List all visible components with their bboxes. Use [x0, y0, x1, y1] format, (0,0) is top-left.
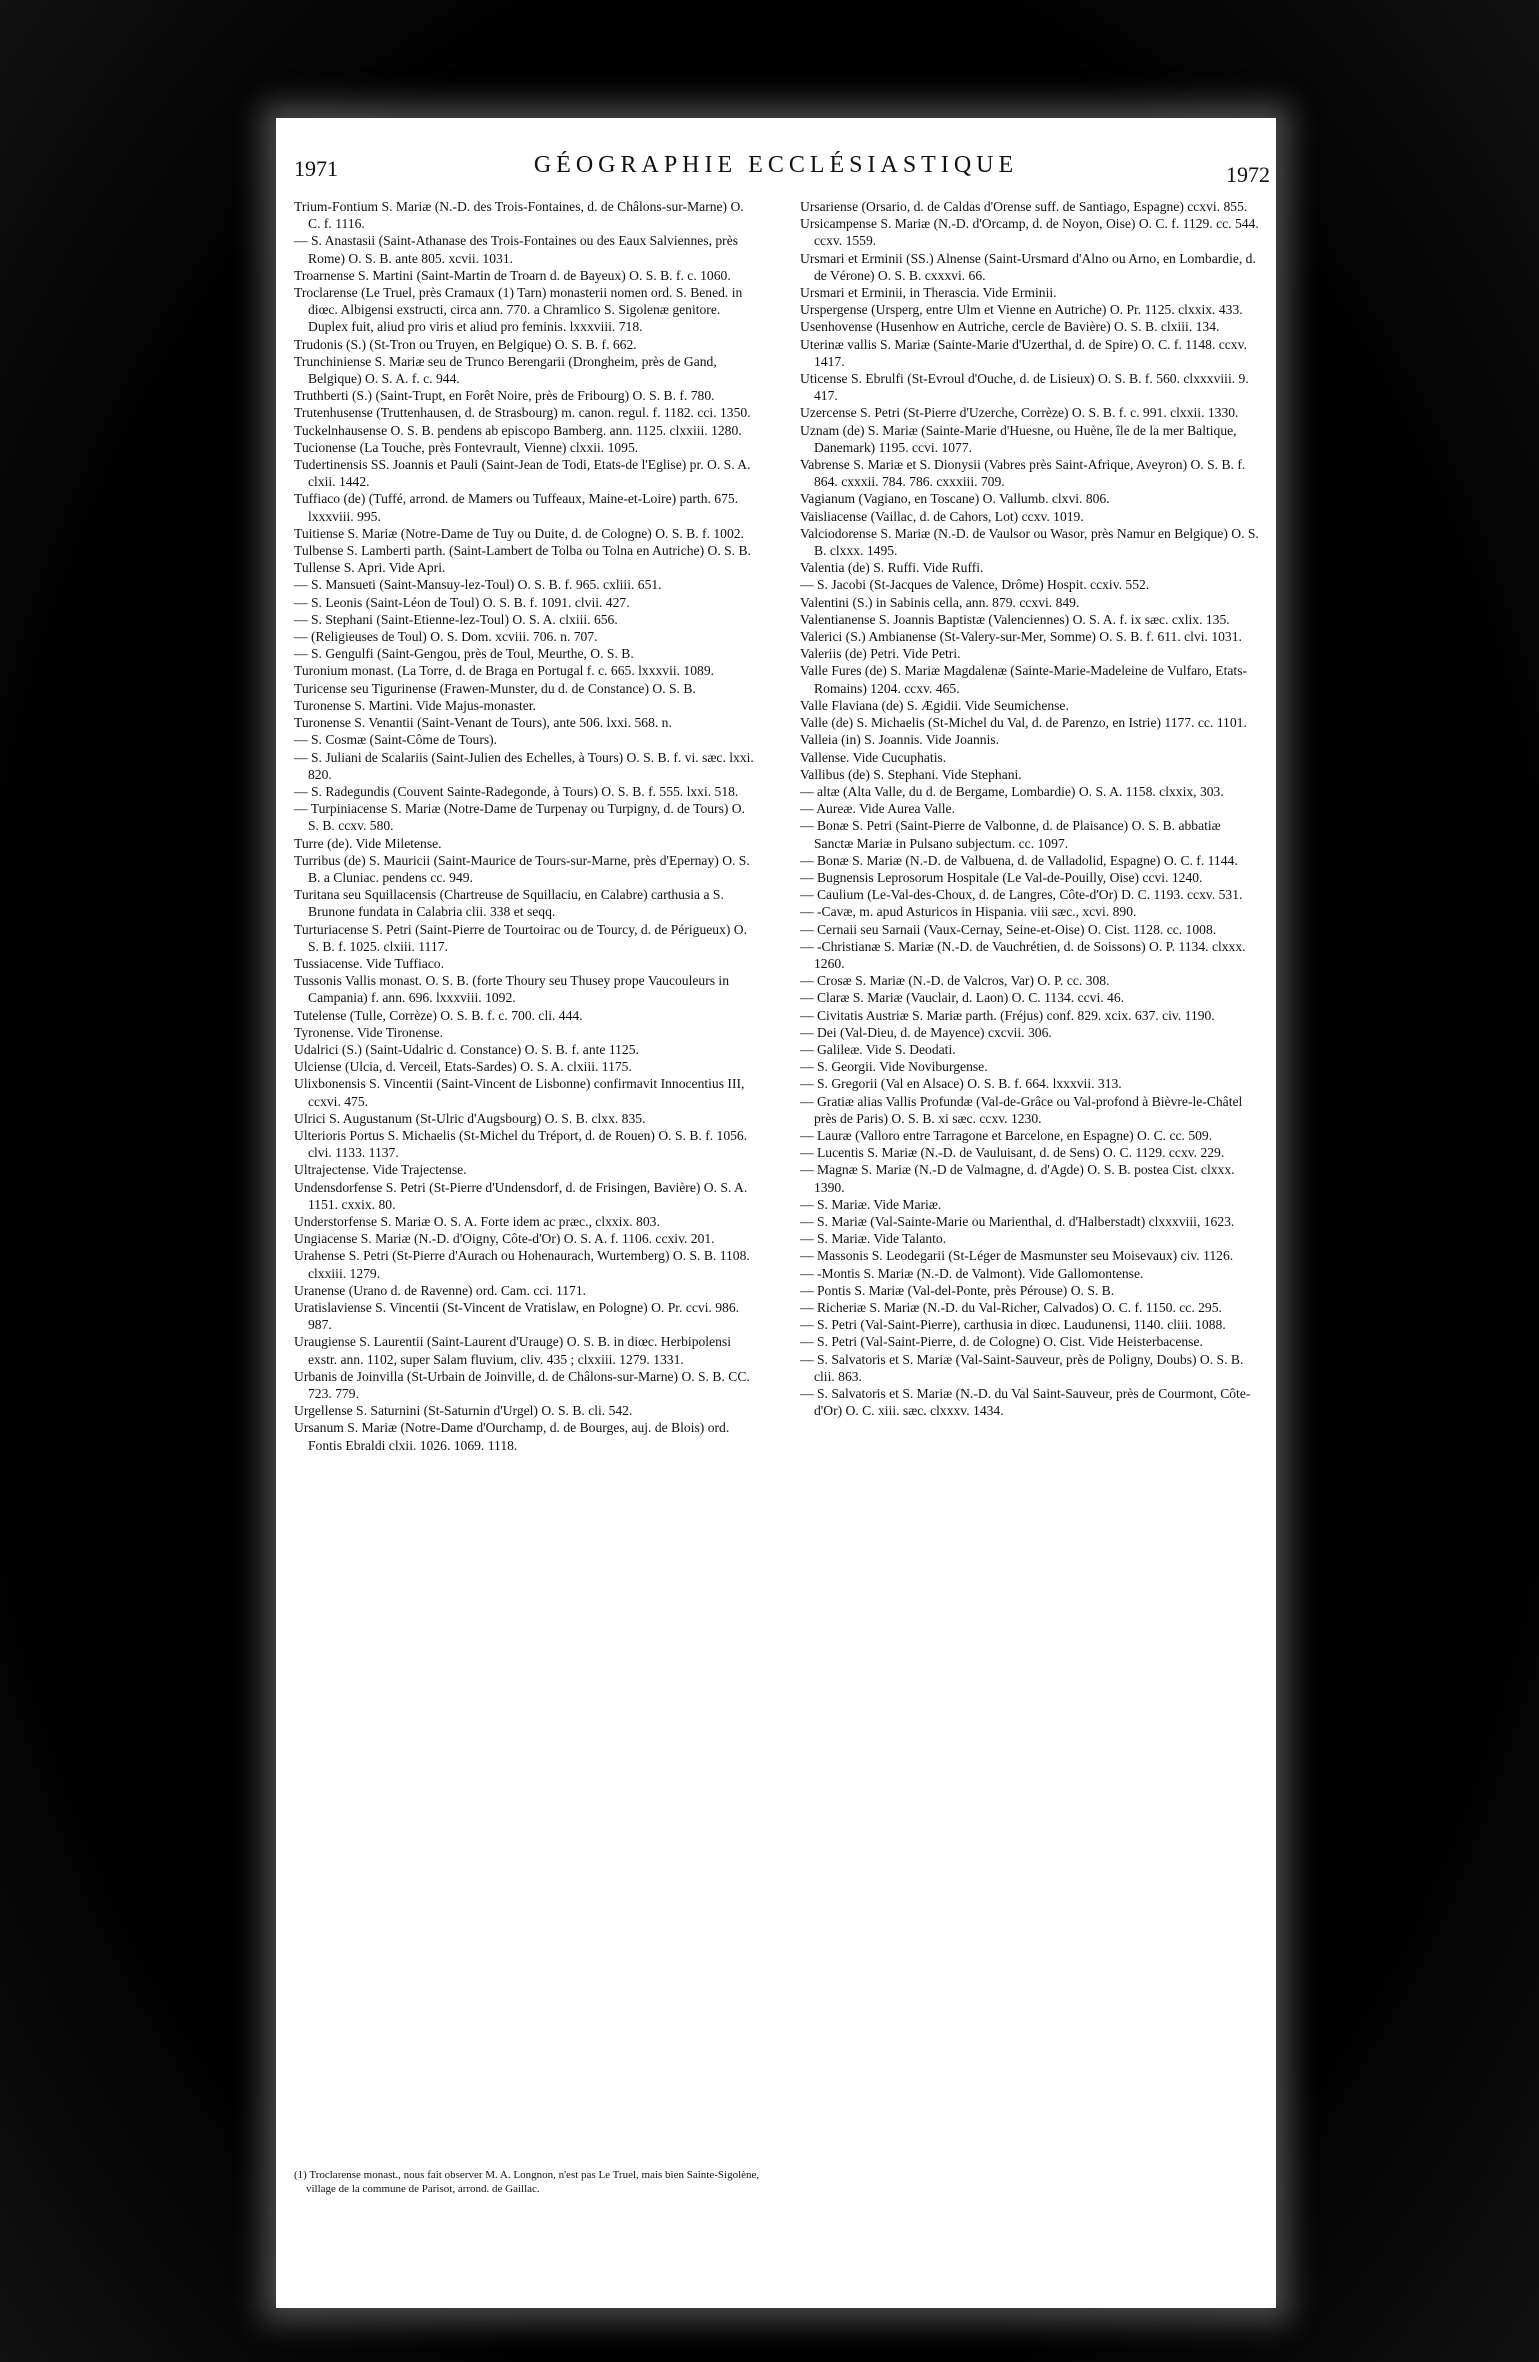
index-entry: Vaisliacense (Vaillac, d. de Cahors, Lot) ccxv. 1019. [800, 508, 1084, 524]
index-entry: Ungiacense S. Mariæ (N.-D. d'Oigny, Côte-d'Or) O. S. A. f. 1106. ccxiv. 201. [294, 1231, 715, 1247]
left-column [294, 198, 754, 1454]
index-entry: — S. Petri (Val-Saint-Pierre, d. de Cologne) O. Cist. Vide Heisterbacense. [800, 1334, 1203, 1350]
index-entry: Ultrajectense. Vide Trajectense. [294, 1162, 467, 1178]
index-entry: — Lauræ (Valloro entre Tarragone et Barcelone, en Espagne) O. C. cc. 509. [800, 1127, 1213, 1143]
index-entry: Vagianum (Vagiano, en Toscane) O. Vallumb. clxvi. 806. [800, 491, 1110, 507]
index-entry: Uticense S. Ebrulfi (St-Evroul d'Ouche, d. de Lisieux) O. S. B. f. 560. clxxxviii. 9. 417. [800, 371, 1249, 404]
index-entry: Understorfense S. Mariæ O. S. A. Forte idem ac præc., clxxix. 803. [294, 1213, 660, 1229]
index-entry: Tuffiaco (de) (Tuffé, arrond. de Mamers ou Tuffeaux, Maine-et-Loire) parth. 675. lxxxviii. 995. [294, 491, 739, 524]
index-entry: Trium-Fontium S. Mariæ (N.-D. des Trois-Fontaines, d. de Châlons-sur-Marne) O. C. f. 1116. [294, 199, 744, 232]
index-entry: Troarnense S. Martini (Saint-Martin de Troarn d. de Bayeux) O. S. B. f. c. 1060. [294, 267, 731, 283]
index-entry: — Gratiæ alias Vallis Profundæ (Val-de-Grâce ou Val-profond à Bièvre-le-Châtel près de Paris) O. S. B. xi sæc. ccxv. 1230. [800, 1093, 1243, 1126]
index-entry: Valentianense S. Joannis Baptistæ (Valenciennes) O. S. A. f. ix sæc. cxlix. 135. [800, 611, 1230, 627]
running-title: GÉOGRAPHIE ECCLÉSIASTIQUE [533, 152, 1019, 178]
index-entry: — Turpiniacense S. Mariæ (Notre-Dame de Turpenay ou Turpigny, d. de Tours) O. S. B. ccxv. 580. [294, 801, 746, 834]
index-entry: — S. Georgii. Vide Noviburgense. [800, 1059, 988, 1075]
index-entry: Troclarense (Le Truel, près Cramaux (1) Tarn) monasterii nomen ord. S. Bened. in diœc. Albigensi exstructi, circa ann. 770. a Chramlico S. Sigolenæ genitore. Duplex fuit, aliud pro viris et aliud pro feminis. lxxxviii. 718. [294, 285, 743, 335]
index-entry: — S. Mariæ (Val-Sainte-Marie ou Marienthal, d. d'Halberstadt) clxxxviii, 1623. [800, 1213, 1235, 1229]
index-entry: — Bonæ S. Mariæ (N.-D. de Valbuena, d. de Valladolid, Espagne) O. C. f. 1144. [800, 852, 1238, 868]
page-number-right: 1972 [1226, 162, 1270, 187]
index-entry: Tucionense (La Touche, près Fontevrault, Vienne) clxxii. 1095. [294, 439, 639, 455]
index-entry: Valciodorense S. Mariæ (N.-D. de Vaulsor ou Wasor, près Namur en Belgique) O. S. B. clxxx. 1495. [800, 525, 1259, 559]
index-entry: Turribus (de) S. Mauricii (Saint-Maurice de Tours-sur-Marne, près d'Epernay) O. S. B. a Cluniac. pendens cc. 949. [294, 852, 750, 885]
index-entry: — S. Cosmæ (Saint-Côme de Tours). [294, 732, 498, 748]
index-entry: Turonense S. Venantii (Saint-Venant de Tours), ante 506. lxxi. 568. n. [294, 715, 672, 731]
document-page [276, 118, 1276, 2308]
index-entry: Tutelense (Tulle, Corrèze) O. S. B. f. c. 700. cli. 444. [294, 1007, 583, 1023]
index-entry: Trudonis (S.) (St-Tron ou Truyen, en Belgique) O. S. B. f. 662. [294, 336, 637, 352]
index-entry: Valle (de) S. Michaelis (St-Michel du Val, d. de Parenzo, en Istrie) 1177. cc. 1101. [800, 715, 1247, 731]
index-entry: — Cernaii seu Sarnaii (Vaux-Cernay, Seine-et-Oise) O. Cist. 1128. cc. 1008. [800, 921, 1217, 937]
index-entry: — Galileæ. Vide S. Deodati. [800, 1041, 956, 1057]
index-entry: — S. Gregorii (Val en Alsace) O. S. B. f. 664. lxxxvii. 313. [800, 1076, 1122, 1092]
index-entry: Ursicampense S. Mariæ (N.-D. d'Orcamp, d. de Noyon, Oise) O. C. f. 1129. cc. 544. ccxv. 1559. [800, 216, 1259, 249]
index-entry: Ursmari et Erminii, in Therascia. Vide Erminii. [800, 285, 1057, 301]
index-entry: Turicense seu Tigurinense (Frawen-Munster, du d. de Constance) O. S. B. [294, 680, 696, 696]
index-entry: Udalrici (S.) (Saint-Udalric d. Constance) O. S. B. f. ante 1125. [294, 1041, 639, 1057]
index-entry: Vabrense S. Mariæ et S. Dionysii (Vabres près Saint-Afrique, Aveyron) O. S. B. f. 864. cxxxii. 784. 786. cxxxiii. 709. [800, 457, 1246, 490]
index-entry: Uratislaviense S. Vincentii (St-Vincent de Vratislaw, en Pologne) O. Pr. ccvi. 986. 987. [294, 1300, 740, 1333]
index-entry: — Aureæ. Vide Aurea Valle. [800, 801, 955, 817]
footnote: (1) Troclarense monast., nous fait observer M. A. Longnon, n'est pas Le Truel, mais bien Sainte-Sigolène, village de la commune de Parisot, arrond. de Gaillac. [294, 2169, 760, 2195]
index-entry: — Richeriæ S. Mariæ (N.-D. du Val-Richer, Calvados) O. C. f. 1150. cc. 295. [800, 1300, 1222, 1315]
index-entry: Ulterioris Portus S. Michaelis (St-Michel du Tréport, d. de Rouen) O. S. B. f. 1056. clvi. 1133. 1137. [294, 1127, 748, 1161]
index-entry: Urgellense S. Saturnini (St-Saturnin d'Urgel) O. S. B. cli. 542. [294, 1403, 633, 1419]
index-entry: — (Religieuses de Toul) O. S. Dom. xcviii. 706. n. 707. [294, 629, 598, 645]
index-entry: Ursariense (Orsario, d. de Caldas d'Orense suff. de Santiago, Espagne) ccxvi. 855. [800, 199, 1248, 214]
index-entry: Tudertinensis SS. Joannis et Pauli (Saint-Jean de Todi, Etats-de l'Eglise) pr. O. S. A. clxii. 1442. [294, 457, 751, 490]
index-entry: — Massonis S. Leodegarii (St-Léger de Masmunster seu Moisevaux) civ. 1126. [800, 1248, 1234, 1264]
page-header [276, 148, 1276, 188]
index-entry: Ursanum S. Mariæ (Notre-Dame d'Ourchamp, d. de Bourges, auj. de Blois) ord. Fontis Ebraldi clxii. 1026. 1069. 1118. [294, 1420, 730, 1453]
index-entry: Uterinæ vallis S. Mariæ (Sainte-Marie d'Uzerthal, d. de Spire) O. C. f. 1148. ccxv. 1417. [800, 336, 1247, 369]
index-entry: Turturiacense S. Petri (Saint-Pierre de Tourtoirac ou de Tourcy, d. de Périgueux) O. S. B. f. 1025. clxiii. 1117. [294, 921, 748, 954]
index-entry: — Caulium (Le-Val-des-Choux, d. de Langres, Côte-d'Or) D. C. 1193. ccxv. 531. [800, 887, 1243, 903]
index-entry: Ursmari et Erminii (SS.) Alnense (Saint-Ursmard d'Alno ou Arno, en Lombardie, d. de Vérone) O. S. B. cxxxvi. 66. [800, 250, 1256, 283]
index-entry: — S. Salvatoris et S. Mariæ (Val-Saint-Sauveur, près de Poligny, Doubs) O. S. B. clii. 863. [800, 1351, 1244, 1384]
index-entry: — S. Salvatoris et S. Mariæ (N.-D. du Val Saint-Sauveur, près de Courmont, Côte-d'Or) O. C. xiii. sæc. clxxxv. 1434. [800, 1386, 1251, 1419]
index-entry: Urahense S. Petri (St-Pierre d'Aurach ou Hohenaurach, Wurtemberg) O. S. B. 1108. clxxiii. 1279. [294, 1248, 750, 1281]
index-entry: Ulrici S. Augustanum (St-Ulric d'Augsbourg) O. S. B. clxx. 835. [294, 1110, 646, 1126]
index-entry: Valentini (S.) in Sabinis cella, ann. 879. ccxvi. 849. [800, 594, 1080, 610]
index-entry: — S. Anastasii (Saint-Athanase des Trois-Fontaines ou des Eaux Salviennes, près Rome) O. S. B. ante 805. xcvii. 1031. [294, 233, 739, 266]
index-entry: Tuckelnhausense O. S. B. pendens ab episcopo Bamberg. ann. 1125. clxxiii. 1280. [294, 422, 742, 438]
index-entry: — S. Juliani de Scalariis (Saint-Julien des Echelles, à Tours) O. S. B. f. vi. sæc. lxxi. 820. [294, 749, 754, 782]
index-entry: Tyronense. Vide Tironense. [294, 1024, 444, 1040]
index-entry: Turitana seu Squillacensis (Chartreuse de Squillaciu, en Calabre) carthusia a S. Brunone fundata in Calabria clii. 338 et seqq. [294, 887, 724, 920]
index-entry: Turre (de). Vide Miletense. [294, 835, 442, 851]
index-entry: Ulciense (Ulcia, d. Verceil, Etats-Sardes) O. S. A. clxiii. 1175. [294, 1059, 632, 1075]
index-entry: Uraugiense S. Laurentii (Saint-Laurent d'Urauge) O. S. B. in diœc. Herbipolensi exstr. ann. 1102, super Salam fluvium, cliv. 435 ; clxxiii. 1279. 1331. [294, 1334, 731, 1367]
index-entry: Tussiacense. Vide Tuffiaco. [294, 955, 444, 971]
index-entry: — Bugnensis Leprosorum Hospitale (Le Val-de-Pouilly, Oise) ccvi. 1240. [800, 869, 1203, 885]
index-entry: Valentia (de) S. Ruffi. Vide Ruffi. [800, 560, 984, 576]
index-entry: — Magnæ S. Mariæ (N.-D de Valmagne, d. d'Agde) O. S. B. postea Cist. clxxx. 1390. [800, 1162, 1235, 1195]
index-entry: Urspergense (Ursperg, entre Ulm et Vienne en Autriche) O. Pr. 1125. clxxix. 433. [800, 302, 1243, 318]
index-entry: Undensdorfense S. Petri (St-Pierre d'Undensdorf, d. de Frisingen, Bavière) O. S. A. 1151. cxxix. 80. [294, 1179, 748, 1212]
index-entry: — Lucentis S. Mariæ (N.-D. de Vauluisant, d. de Sens) O. C. 1129. ccxv. 229. [800, 1145, 1225, 1161]
index-entry: — S. Radegundis (Couvent Sainte-Radegonde, à Tours) O. S. B. f. 555. lxxi. 518. [294, 783, 739, 799]
index-entry: Tullense S. Apri. Vide Apri. [294, 560, 446, 576]
index-entry: — Claræ S. Mariæ (Vauclair, d. Laon) O. C. 1134. ccvi. 46. [800, 990, 1125, 1006]
index-entry: Uznam (de) S. Mariæ (Sainte-Marie d'Huesne, ou Huène, île de la mer Baltique, Danemark) 1195. ccvi. 1077. [800, 422, 1237, 455]
index-entry: Urbanis de Joinvilla (St-Urbain de Joinville, d. de Châlons-sur-Marne) O. S. B. CC. 723. 779. [294, 1368, 750, 1402]
index-entry: — Dei (Val-Dieu, d. de Mayence) cxcvii. 306. [800, 1024, 1052, 1040]
index-entry: — S. Mariæ. Vide Mariæ. [800, 1196, 942, 1212]
index-entry: — Civitatis Austriæ S. Mariæ parth. (Fréjus) conf. 829. xcix. 637. civ. 1190. [800, 1007, 1215, 1023]
index-entry: Vallense. Vide Cucuphatis. [800, 749, 947, 765]
index-entry: Valerici (S.) Ambianense (St-Valery-sur-Mer, Somme) O. S. B. f. 611. clvi. 1031. [800, 629, 1242, 645]
index-entry: — S. Gengulfi (Saint-Gengou, près de Toul, Meurthe, O. S. B. [294, 646, 634, 662]
index-entry: — S. Stephani (Saint-Etienne-lez-Toul) O. S. A. clxiii. 656. [294, 611, 618, 627]
index-entry: Trutenhusense (Truttenhausen, d. de Strasbourg) m. canon. regul. f. 1182. cci. 1350. [294, 405, 751, 421]
index-entry: Valeriis (de) Petri. Vide Petri. [800, 646, 961, 662]
index-entry: Tuitiense S. Mariæ (Notre-Dame de Tuy ou Duite, d. de Cologne) O. S. B. f. 1002. [294, 525, 744, 541]
index-entry: Turonense S. Martini. Vide Majus-monaster. [294, 697, 536, 713]
index-entry: Valle Flaviana (de) S. Ægidii. Vide Seumichense. [800, 697, 1069, 713]
index-entry: — -Christianæ S. Mariæ (N.-D. de Vauchrétien, d. de Soissons) O. P. 1134. clxxx. 1260. [800, 938, 1246, 971]
index-entry: — S. Leonis (Saint-Léon de Toul) O. S. B. f. 1091. clvii. 427. [294, 594, 630, 610]
index-entry: — S. Mariæ. Vide Talanto. [800, 1231, 947, 1247]
index-entry: Valle Fures (de) S. Mariæ Magdalenæ (Sainte-Marie-Madeleine de Vulfaro, Etats-Romains) 1204. ccxv. 465. [800, 663, 1248, 696]
index-entry: Valleia (in) S. Joannis. Vide Joannis. [800, 732, 1000, 748]
index-entry: Vallibus (de) S. Stephani. Vide Stephani. [800, 766, 1022, 782]
index-entry: — Bonæ S. Petri (Saint-Pierre de Valbonne, d. de Plaisance) O. S. B. abbatiæ Sanctæ Mariæ in Pulsano subjectum. cc. 1097. [800, 818, 1221, 851]
index-entry: Usenhovense (Husenhow en Autriche, cercle de Bavière) O. S. B. clxiii. 134. [800, 319, 1220, 335]
index-entry: — S. Mansueti (Saint-Mansuy-lez-Toul) O. S. B. f. 965. cxliii. 651. [294, 577, 662, 593]
index-entry: — -Cavæ, m. apud Asturicos in Hispania. viii sæc., xcvi. 890. [800, 904, 1137, 920]
index-entry: Ulixbonensis S. Vincentii (Saint-Vincent de Lisbonne) confirmavit Innocentius III, ccxvi. 475. [294, 1076, 745, 1109]
index-entry: Truthberti (S.) (Saint-Trupt, en Forêt Noire, près de Fribourg) O. S. B. f. 780. [294, 388, 715, 404]
index-entry: Turonium monast. (La Torre, d. de Braga en Portugal f. c. 665. lxxxvii. 1089. [294, 663, 715, 679]
index-entry: Uzercense S. Petri (St-Pierre d'Uzerche, Corrèze) O. S. B. f. c. 991. clxxii. 1330. [800, 405, 1239, 421]
index-entry: Tulbense S. Lamberti parth. (Saint-Lambert de Tolba ou Tolna en Autriche) O. S. B. [294, 543, 751, 559]
index-entry: — -Montis S. Mariæ (N.-D. de Valmont). Vide Gallomontense. [800, 1265, 1144, 1281]
right-column [800, 198, 1260, 1419]
page-number-left: 1971 [294, 156, 338, 181]
index-entry: Trunchiniense S. Mariæ seu de Trunco Berengarii (Drongheim, près de Gand, Belgique) O. S. A. f. c. 944. [294, 353, 717, 387]
index-entry: Uranense (Urano d. de Ravenne) ord. Cam. cci. 1171. [294, 1282, 587, 1298]
index-entry: — Crosæ S. Mariæ (N.-D. de Valcros, Var) O. P. cc. 308. [800, 973, 1110, 989]
index-entry: — Pontis S. Mariæ (Val-del-Ponte, près Pérouse) O. S. B. [800, 1282, 1115, 1298]
index-entry: — S. Petri (Val-Saint-Pierre), carthusia in diœc. Laudunensi, 1140. cliii. 1088. [800, 1317, 1226, 1333]
index-entry: Tussonis Vallis monast. O. S. B. (forte Thoury seu Thusey prope Vaucouleurs in Campania) f. ann. 696. lxxxviii. 1092. [294, 973, 729, 1006]
index-entry: — S. Jacobi (St-Jacques de Valence, Drôme) Hospit. ccxiv. 552. [800, 577, 1150, 593]
index-entry: — altæ (Alta Valle, du d. de Bergame, Lombardie) O. S. A. 1158. clxxix, 303. [800, 783, 1224, 799]
